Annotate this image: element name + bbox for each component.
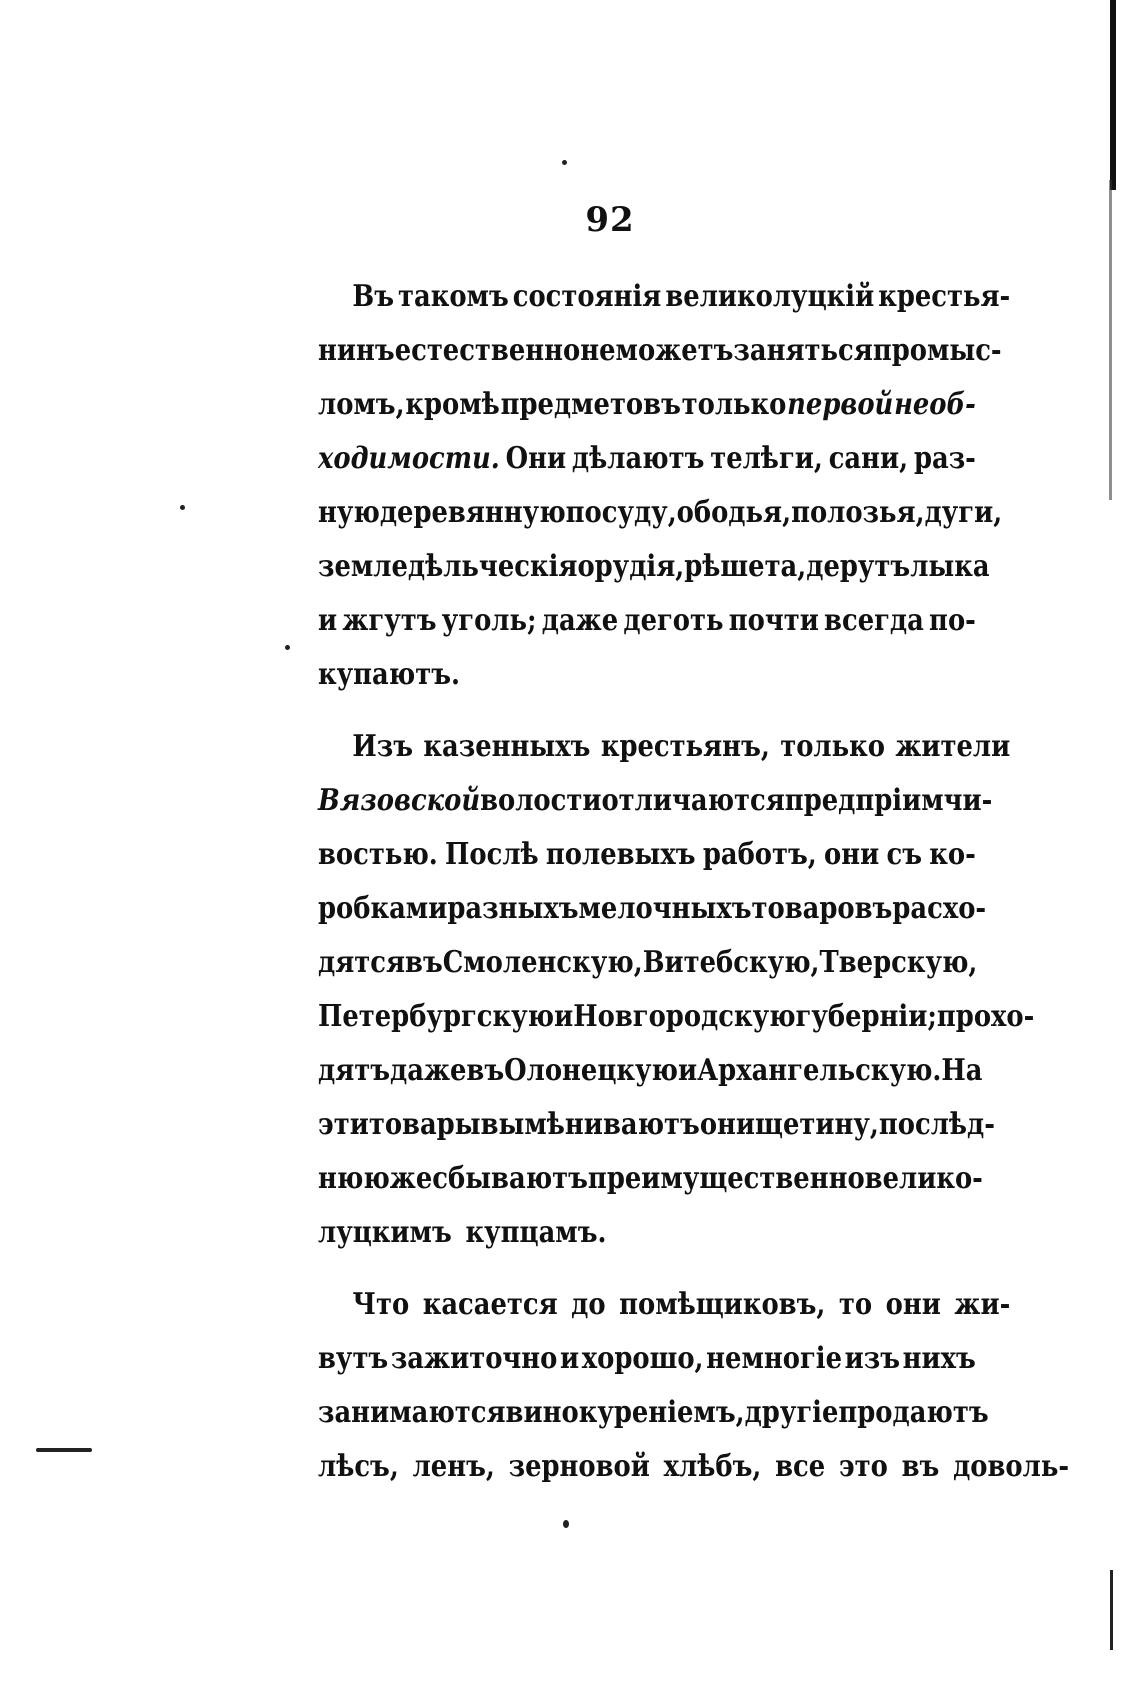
word: рѣшета,: [684, 549, 807, 584]
text-line: [318, 648, 976, 702]
word: даже: [390, 1053, 467, 1088]
word: такомъ: [397, 279, 509, 314]
word: промыс-: [872, 333, 1002, 368]
word: первой: [787, 387, 894, 422]
word: орудія,: [577, 549, 685, 584]
text-line: [318, 1332, 976, 1386]
word: работъ,: [702, 837, 817, 872]
word: разныхъ: [447, 891, 579, 926]
word: дятся: [318, 945, 406, 980]
word: Витебскую,: [642, 945, 820, 980]
word: помѣщиковъ,: [619, 1287, 826, 1322]
word: они: [885, 1287, 941, 1322]
binding-edge-lower: [1110, 1570, 1113, 1650]
text-line: [318, 1098, 995, 1152]
word: вымѣниваютъ: [480, 1107, 700, 1142]
text-line: [318, 774, 993, 828]
text-line: [318, 1386, 989, 1440]
word: жители: [895, 729, 1011, 764]
word: то: [838, 1287, 873, 1322]
word: Тверскую,: [819, 945, 978, 980]
word: ломъ,: [318, 387, 405, 422]
word: предпріимчи-: [784, 783, 993, 818]
word: всегда: [824, 603, 924, 638]
word: великолуцкій: [665, 279, 875, 314]
word: лѣсъ,: [318, 1449, 399, 1484]
text-line: [318, 1044, 983, 1098]
binding-edge: [1110, 0, 1116, 190]
word: дуги,: [924, 495, 1003, 530]
word: губерніи;: [795, 999, 937, 1034]
word: щетину,: [755, 1107, 879, 1142]
word: въ: [405, 945, 443, 980]
body-text: [318, 270, 1070, 1494]
word: Смоленскую,: [442, 945, 643, 980]
word: востью.: [318, 837, 438, 872]
word: деготь: [623, 603, 724, 638]
text-line: [318, 828, 976, 882]
word: Послѣ: [445, 837, 539, 872]
text-line: [318, 1278, 1010, 1332]
word: расхо-: [892, 891, 987, 926]
word: Архангельскую.: [697, 1053, 942, 1088]
word: Они: [505, 441, 567, 476]
word: Въ: [352, 279, 395, 314]
word: можетъ: [615, 333, 734, 368]
word: купцамъ.: [465, 1215, 607, 1250]
word: даже: [541, 603, 619, 638]
word: Олонецкую: [504, 1053, 678, 1088]
word: телѣги,: [710, 441, 823, 476]
text-line: [318, 720, 1010, 774]
word: заняться: [733, 333, 873, 368]
word: состоянія: [512, 279, 662, 314]
word: только: [681, 387, 787, 422]
word: это: [838, 1449, 888, 1484]
word: отличаются: [601, 783, 785, 818]
page-number: 92: [585, 200, 635, 240]
word: и: [560, 1341, 580, 1376]
word: по-: [929, 603, 976, 638]
word: естественно: [394, 333, 581, 368]
word: же: [389, 1161, 433, 1196]
word: сбываютъ: [432, 1161, 588, 1196]
text-line: [318, 594, 976, 648]
text-line: [318, 1440, 1070, 1494]
word: хорошо,: [581, 1341, 704, 1376]
word: ленъ,: [412, 1449, 495, 1484]
word: доволь-: [953, 1449, 1070, 1484]
word: до: [571, 1287, 606, 1322]
word: почти: [728, 603, 819, 638]
word: въ: [901, 1449, 940, 1484]
word: раз-: [913, 441, 976, 476]
text-line: [318, 990, 1035, 1044]
word: велико-: [864, 1161, 983, 1196]
word: послѣд-: [878, 1107, 995, 1142]
word: не: [580, 333, 616, 368]
word: они: [699, 1107, 756, 1142]
word: прохо-: [936, 999, 1035, 1034]
text-line: [318, 1152, 983, 1206]
word: робками: [318, 891, 448, 926]
word: только: [780, 729, 885, 764]
word: зажиточно: [390, 1341, 558, 1376]
word: жгутъ: [342, 603, 437, 638]
text-line: [318, 432, 976, 486]
word: и: [677, 1053, 698, 1088]
word: лыка: [910, 549, 990, 584]
scan-speck: [563, 1520, 569, 1528]
word: нюю: [318, 1161, 390, 1196]
paragraph-gap: [318, 1260, 976, 1278]
text-line: [318, 1206, 976, 1260]
word: казенныхъ: [423, 729, 591, 764]
word: мелочныхъ: [578, 891, 752, 926]
word: вутъ: [318, 1341, 389, 1376]
word: немногіе: [706, 1341, 842, 1376]
word: преимущественно: [587, 1161, 865, 1196]
word: Изъ: [352, 729, 414, 764]
scan-speck: [562, 160, 567, 165]
word: изъ: [844, 1341, 901, 1376]
word: въ: [466, 1053, 505, 1088]
word: продаютъ: [838, 1395, 989, 1430]
word: ободья,: [676, 495, 792, 530]
scan-speck: [180, 505, 185, 510]
word: зерновой: [508, 1449, 650, 1484]
word: дерутъ: [806, 549, 911, 584]
word: эти: [318, 1107, 369, 1142]
word: полевыхъ: [545, 837, 696, 872]
word: дятъ: [318, 1053, 391, 1088]
word: занимаются: [318, 1395, 506, 1430]
word: Новгородскую: [573, 999, 796, 1034]
word: земледѣльческія: [318, 549, 578, 584]
text-line: [318, 270, 1010, 324]
word: хлѣбъ,: [663, 1449, 762, 1484]
word: уголь;: [441, 603, 537, 638]
word: съ: [886, 837, 923, 872]
word: Вязовской: [318, 783, 481, 818]
word: и: [554, 999, 574, 1034]
scan-speck: [285, 645, 290, 650]
word: крестья-: [878, 279, 1011, 314]
word: ко-: [929, 837, 976, 872]
word: ную: [318, 495, 380, 530]
text-line: [318, 882, 987, 936]
word: ходимости.: [318, 441, 500, 476]
word: крестьянъ,: [600, 729, 770, 764]
word: необ-: [894, 387, 976, 422]
word: Что: [352, 1287, 410, 1322]
word: все: [775, 1449, 826, 1484]
text-line: [318, 540, 990, 594]
word: винокуреніемъ,: [505, 1395, 745, 1430]
word: нихъ: [902, 1341, 976, 1376]
word: они: [824, 837, 880, 872]
paragraph-gap: [318, 702, 976, 720]
word: сани,: [828, 441, 909, 476]
word: купаютъ.: [318, 657, 460, 692]
word: предметовъ: [500, 387, 681, 422]
word: и: [318, 603, 338, 638]
word: другіе: [744, 1395, 839, 1430]
word: кромѣ: [405, 387, 500, 422]
word: посуду,: [565, 495, 677, 530]
word: На: [941, 1053, 983, 1088]
text-line: [318, 486, 1003, 540]
word: жи-: [954, 1287, 1011, 1322]
text-line: [318, 936, 976, 990]
text-line: [318, 324, 1002, 378]
word: касается: [422, 1287, 558, 1322]
word: товаровъ: [751, 891, 893, 926]
word: волости: [480, 783, 602, 818]
word: нинъ: [318, 333, 395, 368]
word: дѣлаютъ: [571, 441, 705, 476]
word: Петербургскую: [318, 999, 555, 1034]
word: полозья,: [791, 495, 925, 530]
scan-artifact-mark: [36, 1448, 92, 1452]
word: товары: [368, 1107, 481, 1142]
word: деревянную: [379, 495, 566, 530]
word: луцкимъ: [318, 1215, 452, 1250]
text-line: [318, 378, 976, 432]
